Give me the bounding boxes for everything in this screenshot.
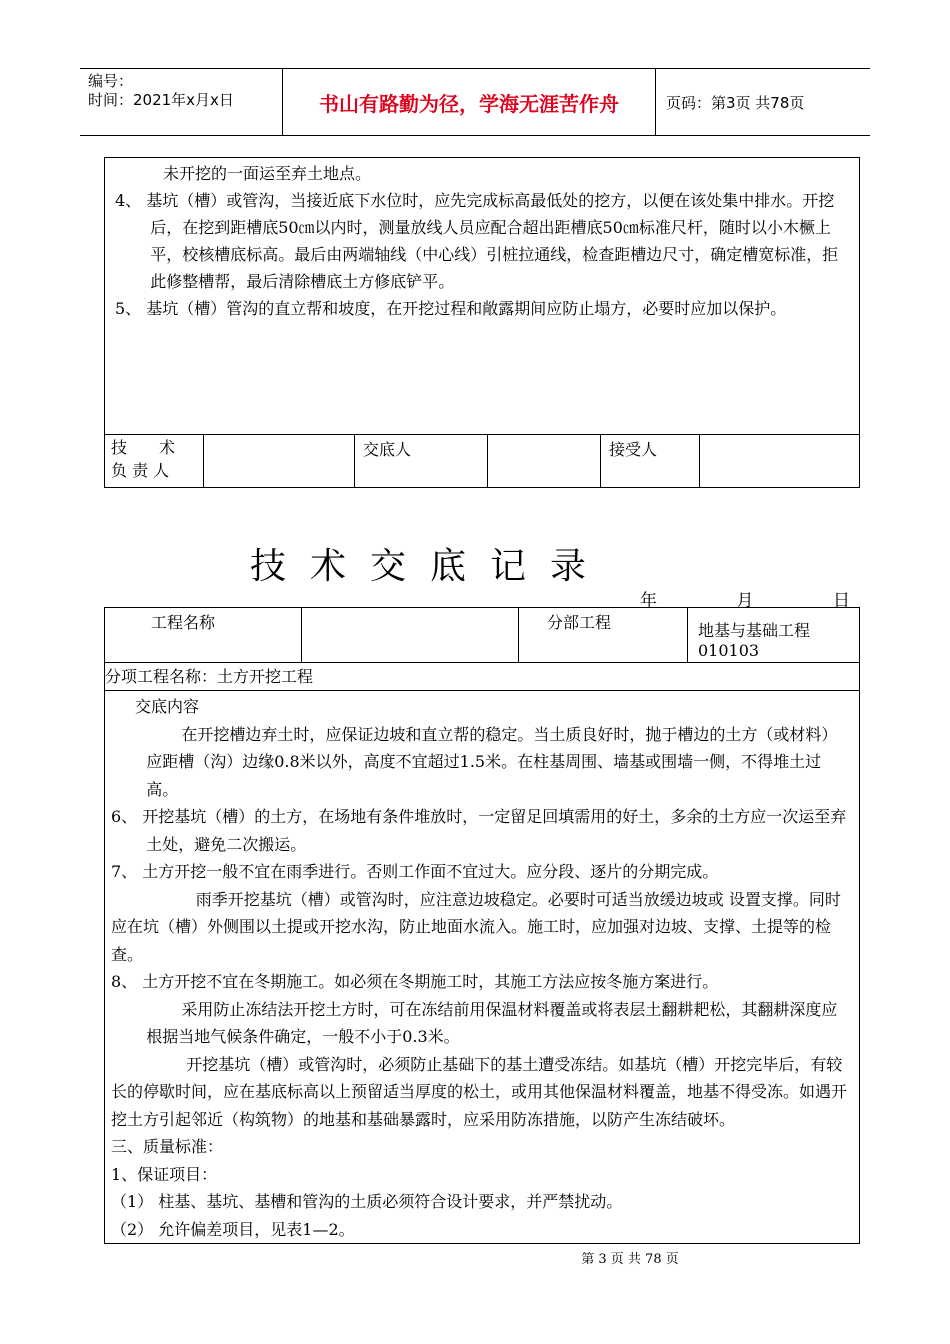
section-heading: 三、质量标准： [111, 1137, 224, 1156]
list-item: （2） 允许偏差项目，见表1—2。 [111, 1219, 355, 1239]
item-name: 分项工程名称：土方开挖工程 [105, 663, 860, 691]
text-item-4: 4、 基坑（槽）或管沟，当接近底下水位时，应先完成标高最低处的挖方，以便在该处集中排水。开挖后，在挖到距槽底50㎝以内时，测量放线人员应配合超出距槽底50㎝标准尺杆，随时以小木橛上平，校核槽底标高。最后由两端轴线（中心线）引桩拉通线，检查距槽边尺寸，确定槽宽标准，拒此修整槽帮，最后清除槽底土方修底铲平。 [115, 191, 839, 291]
handover-value[interactable] [488, 435, 601, 488]
date-label: 时间：2021年x月x日 [88, 91, 234, 109]
text-line: 未开挖的一面运至弃土地点。 [163, 164, 372, 183]
text-item-5: 5、 基坑（槽）管沟的直立帮和坡度，在开挖过程和敞露期间应防止塌方，必要时应加以保护。 [115, 299, 787, 318]
content-label: 交底内容 [135, 697, 200, 716]
page-header [80, 68, 870, 136]
receiver-label: 接受人 [601, 435, 700, 488]
serial-label: 编号： [88, 72, 134, 90]
continuation-table [104, 157, 860, 488]
day-label: 日 [833, 591, 850, 611]
tech-head-value[interactable] [204, 435, 355, 488]
paragraph: 采用防止冻结法开挖土方时，可在冻结前用保温材料覆盖或将表层土翻耕耙松，其翻耕深度应根据当地气候条件确定，一般不小于0.3米。 [146, 999, 838, 1046]
item-8: 8、 土方开挖不宜在冬期施工。如必须在冬期施工时，其施工方法应按冬施方案进行。 [111, 972, 719, 991]
paragraph: 开挖基坑（槽）或管沟时，必须防止基础下的基土遭受冻结。如基坑（槽）开挖完毕后，有较长的停歇时间，应在基底标高以上预留适当厚度的松土，或用其他保温材料覆盖，地基不得受冻。如遇开挖土方引起邻近（构筑物）的地基和基础暴露时，应采用防冻措施，以防产生冻结破坏。 [111, 1054, 848, 1129]
document-title: 技术交底记录 [249, 546, 610, 587]
receiver-value[interactable] [700, 435, 860, 488]
year-label: 年 [640, 591, 657, 611]
continuation-content [105, 158, 860, 435]
item-6: 6、 开挖基坑（槽）的土方，在场地有条件堆放时，一定留足回填需用的好土，多余的土方应一次运至弃土处，避免二次搬运。 [111, 807, 847, 854]
tech-head-label: 技 术 负 责 人 [105, 435, 204, 488]
header-meta [80, 69, 283, 135]
handover-label: 交底人 [355, 435, 488, 488]
paragraph: 雨季开挖基坑（槽）或管沟时，应注意边坡稳定。必要时可适当放缓边坡或 设置支撑。同时应在坑（槽）外侧围以土提或开挖水沟，防止地面水流入。施工时，应加强对边坡、支撑、土提等的检查。 [111, 889, 841, 964]
page-footer: 第 3 页 共 78 页 [581, 1252, 679, 1267]
header-motto: 书山有路勤为径，学海无涯苦作舟 [283, 69, 656, 135]
sub-project-label: 分部工程 [519, 608, 688, 663]
project-name-label: 工程名称 [105, 608, 302, 663]
handover-content [105, 691, 860, 1244]
month-label: 月 [736, 591, 754, 611]
record-table [104, 607, 860, 1244]
header-page-info: 页码：第3页 共78页 [666, 93, 805, 112]
sub-heading: 1、保证项目： [111, 1164, 218, 1184]
item-7: 7、 土方开挖一般不宜在雨季进行。否则工作面不宜过大。应分段、逐片的分期完成。 [111, 862, 719, 881]
list-item: （1） 柱基、基坑、基槽和管沟的土质必须符合设计要求，并严禁扰动。 [111, 1192, 623, 1211]
paragraph: 在开挖槽边弃土时，应保证边坡和直立帮的稳定。当土质良好时，抛于槽边的土方（或材料）应距槽（沟）边缘0.8米以外，高度不宜超过1.5米。在柱基周围、墙基或围墙一侧，不得堆土过高。 [146, 724, 838, 799]
project-name-value[interactable] [302, 608, 519, 663]
sub-project-value: 地基与基础工程 010103 [688, 608, 860, 663]
